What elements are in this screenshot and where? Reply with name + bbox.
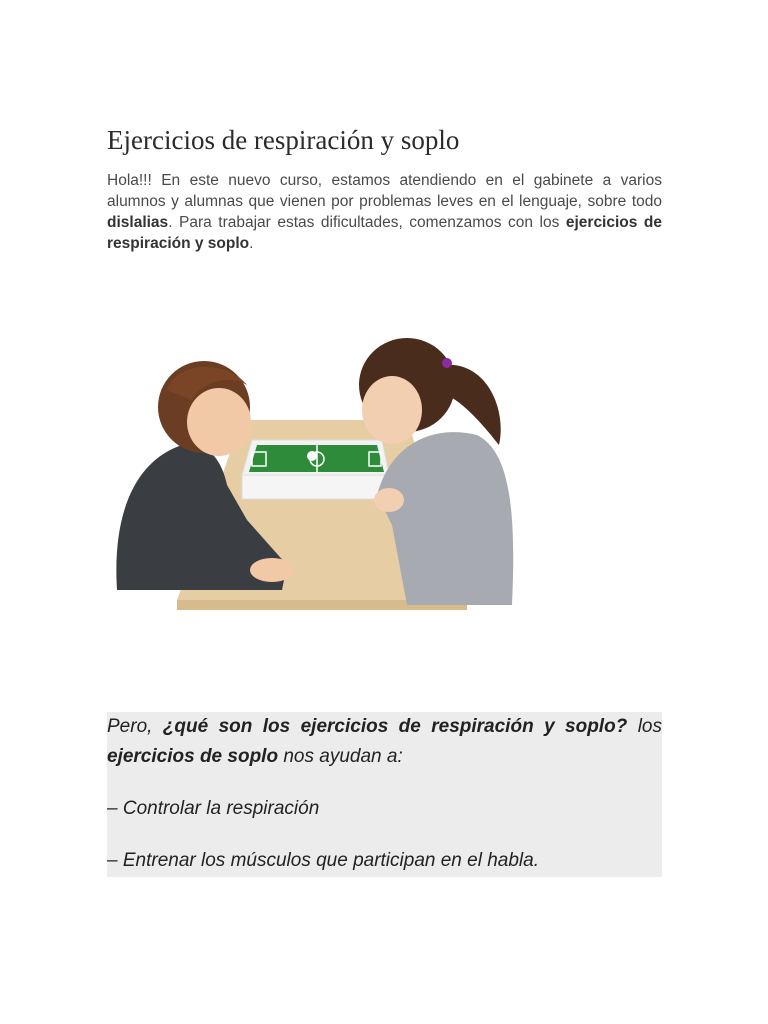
intro-bold-ejercicios: ejercicios de respiración y soplo xyxy=(107,214,662,252)
game-box-front xyxy=(242,475,389,499)
illustration-svg xyxy=(107,270,527,620)
intro-text-3: . xyxy=(249,235,254,252)
list-item: – Entrenar los músculos que participan en el habla. xyxy=(107,850,539,871)
girl-hand xyxy=(374,488,404,512)
boy-face xyxy=(187,388,251,456)
boy-hand xyxy=(250,558,294,582)
intro-text-1: Hola!!! En este nuevo curso, estamos atendiendo en el gabinete a varios alumnos y alumnas que vienen por problemas leves en el lenguaje, sobre todo xyxy=(107,172,662,210)
hair-tie-icon xyxy=(442,358,452,368)
ball-icon xyxy=(307,451,317,461)
girl-face xyxy=(362,376,422,444)
intro-paragraph xyxy=(107,170,662,254)
callout-question-bold: ¿qué son los ejercicios de respiración y soplo? xyxy=(162,716,628,737)
callout-box xyxy=(107,712,662,877)
callout-soplo-bold: ejercicios de soplo xyxy=(107,746,279,767)
article xyxy=(107,122,662,871)
children-blow-football-illustration xyxy=(107,270,527,620)
list-item: – Controlar la respiración xyxy=(107,798,320,819)
intro-text-2: . Para trabajar estas dificultades, comenzamos con los xyxy=(168,214,566,231)
callout-question: Pero, ¿qué son los ejercicios de respiración y soplo? los ejercicios de soplo nos ayudan a: xyxy=(107,716,662,767)
intro-bold-dislalias: dislalias xyxy=(107,214,169,231)
article-title: Ejercicios de respiración y soplo xyxy=(107,125,460,155)
